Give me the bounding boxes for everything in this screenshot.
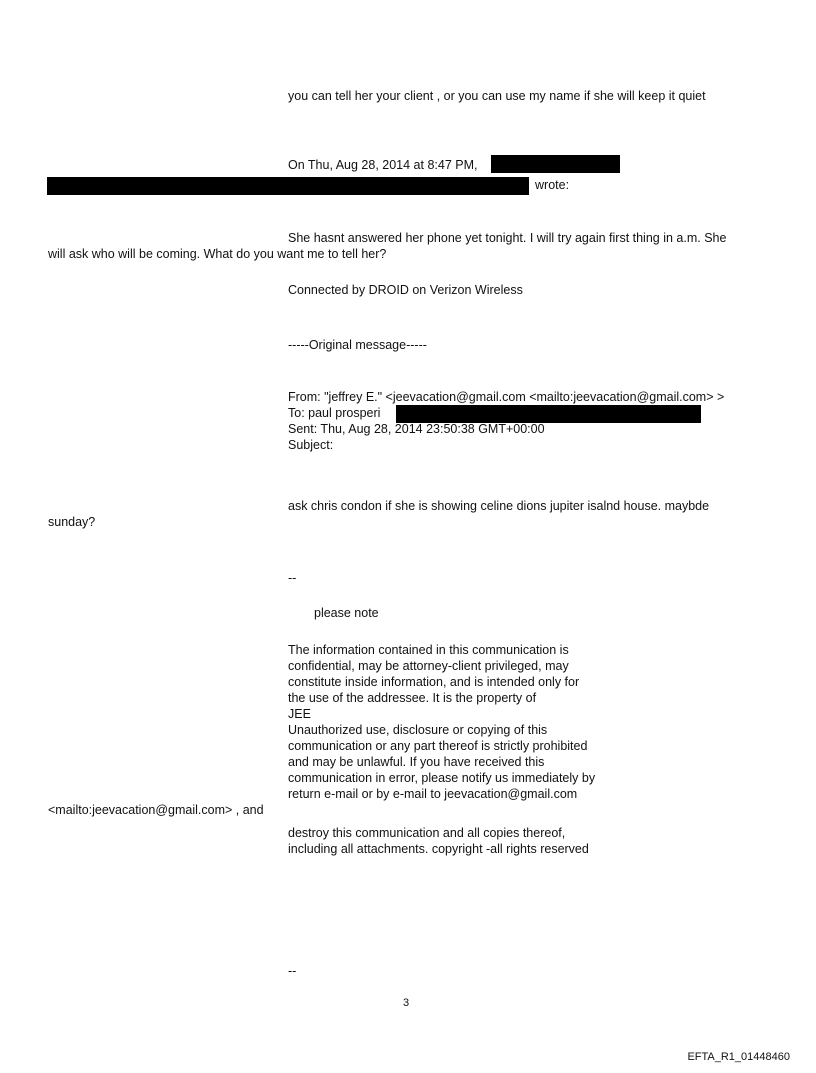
please-note: please note [314, 606, 379, 620]
disclaimer-line: confidential, may be attorney-client privileged, may [288, 659, 569, 673]
body-line: ask chris condon if she is showing celine dions jupiter isalnd house. maybde [288, 499, 710, 513]
reply-line: will ask who will be coming. What do you want me to tell her? [48, 247, 387, 261]
signature: Connected by DROID on Verizon Wireless [288, 283, 523, 297]
disclaimer-line: and may be unlawful. If you have received this [288, 755, 545, 769]
separator: -- [288, 964, 297, 978]
disclaimer-line: constitute inside information, and is intended only for [288, 675, 580, 689]
to-line: To: paul prosperi [288, 406, 381, 420]
redaction-box [47, 177, 529, 195]
destroy-line: including all attachments. copyright -all rights reserved [288, 842, 589, 856]
document-id: EFTA_R1_01448460 [687, 1051, 790, 1063]
subject-line: Subject: [288, 438, 334, 452]
disclaimer-line: communication in error, please notify us immediately by [288, 771, 596, 785]
disclaimer-line: return e-mail or by e-mail to jeevacation@gmail.com [288, 787, 578, 801]
disclaimer-line: Unauthorized use, disclosure or copying of this [288, 723, 548, 737]
sent-line: Sent: Thu, Aug 28, 2014 23:50:38 GMT+00:00 [288, 422, 545, 436]
from-line: From: "jeffrey E." <jeevacation@gmail.com <mailto:jeevacation@gmail.com> > [288, 390, 725, 404]
separator: -- [288, 571, 297, 585]
reply-line: She hasnt answered her phone yet tonight. I will try again first thing in a.m. She [288, 231, 727, 245]
quote-header: On Thu, Aug 28, 2014 at 8:47 PM, [288, 158, 478, 172]
disclaimer-line: The information contained in this communication is [288, 643, 569, 657]
body-line: sunday? [48, 515, 96, 529]
disclaimer-line: the use of the addressee. It is the property of [288, 691, 537, 705]
mailto-link[interactable]: <mailto:jeevacation@gmail.com> , and [48, 803, 264, 817]
redaction-box [491, 155, 620, 173]
original-message-marker: -----Original message----- [288, 338, 427, 352]
page-number: 3 [403, 997, 410, 1009]
disclaimer-line: JEE [288, 707, 311, 721]
disclaimer-line: communication or any part thereof is strictly prohibited [288, 739, 588, 753]
top-reply-text: you can tell her your client , or you can use my name if she will keep it quiet [288, 89, 706, 103]
destroy-line: destroy this communication and all copies thereof, [288, 826, 566, 840]
quote-wrote: wrote: [535, 178, 570, 192]
